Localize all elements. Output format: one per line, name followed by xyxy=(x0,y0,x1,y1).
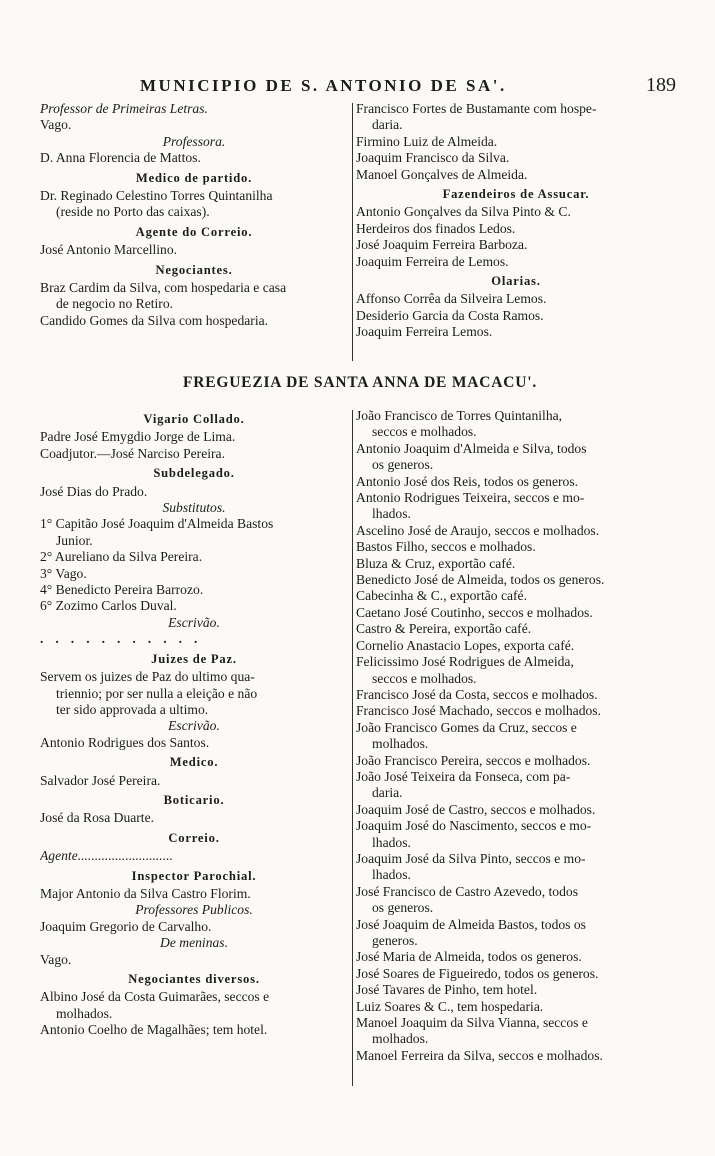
entry-line: 3° Vago. xyxy=(40,565,87,581)
entry-line: Candido Gomes da Silva com hospedaria. xyxy=(40,312,269,328)
entry-line: Herdeiros dos finados Ledos. xyxy=(356,220,516,236)
entry-line: Castro & Pereira, exportão café. xyxy=(356,621,532,637)
entry-continuation: Junior. xyxy=(56,532,93,548)
entry-continuation: (reside no Porto das caixas). xyxy=(56,204,210,220)
entry-line: José Soares de Figueiredo, todos os generos. xyxy=(356,965,599,981)
entry-line: José Dias do Prado. xyxy=(40,483,148,499)
italic-line: Agente............................ xyxy=(40,848,173,864)
section-heading: Negociantes diversos. xyxy=(128,972,260,986)
entry-line: Coadjutor.—José Narciso Pereira. xyxy=(40,445,225,461)
entry-line: Antonio Rodrigues dos Santos. xyxy=(40,734,210,750)
section-heading: Medico. xyxy=(169,755,219,770)
entry-continuation: daria. xyxy=(372,117,403,133)
bottom-right-column xyxy=(356,408,676,1064)
entry-line: José Maria de Almeida, todos os generos. xyxy=(356,949,582,965)
subheading: De meninas. xyxy=(160,935,228,951)
italic-line: Professor de Primeiras Letras. xyxy=(40,101,208,116)
entry-continuation: daria. xyxy=(372,785,403,801)
entry-line: Antonio Rodrigues Teixeira, seccos e mo- xyxy=(356,490,585,506)
entry-line: Desiderio Garcia da Costa Ramos. xyxy=(356,307,544,323)
entry-line: Joaquim José da Silva Pinto, seccos e mo- xyxy=(356,850,586,866)
entry-line: José Francisco de Castro Azevedo, todos xyxy=(356,883,578,899)
entry-line: Benedicto José de Almeida, todos os generos. xyxy=(356,572,605,588)
entry-line: 6° Zozimo Carlos Duval. xyxy=(40,598,177,614)
section-heading: Agente do Correio. xyxy=(135,224,253,239)
entry-line: Joaquim José de Castro, seccos e molhados. xyxy=(356,801,596,817)
column-divider-top xyxy=(352,103,353,361)
entry-line: José Antonio Marcellino. xyxy=(40,242,178,258)
running-title: MUNICIPIO DE S. ANTONIO DE SA'. xyxy=(140,76,507,95)
section-heading: Negociantes. xyxy=(155,262,233,277)
subheading: Escrivão. xyxy=(168,614,220,630)
entry-line: Antonio Gonçalves da Silva Pinto & C. xyxy=(356,204,571,220)
entry-line: 2° Aureliano da Silva Pereira. xyxy=(40,549,203,565)
entry-continuation: lhados. xyxy=(372,834,411,850)
top-right-column xyxy=(356,101,676,341)
entry-continuation: seccos e molhados. xyxy=(372,424,477,440)
entry-continuation: os generos. xyxy=(372,457,434,473)
entry-line: Dr. Reginado Celestino Torres Quintanilha xyxy=(40,188,273,204)
entry-continuation: generos. xyxy=(372,933,418,948)
entry-line: João Francisco Pereira, seccos e molhados. xyxy=(356,752,591,768)
entry-line: Cornelio Anastacio Lopes, exporta café. xyxy=(356,637,575,653)
column-divider-bottom xyxy=(352,410,353,1086)
entry-line: D. Anna Florencia de Mattos. xyxy=(40,150,201,166)
entry-continuation: ter sido approvada a ultimo. xyxy=(56,701,209,717)
entry-line: Vago. xyxy=(40,951,72,967)
entry-line: Francisco José Machado, seccos e molhados. xyxy=(356,703,601,719)
top-left-column xyxy=(40,101,348,329)
section-heading: Vigario Collado. xyxy=(143,412,245,426)
entry-continuation: triennio; por ser nulla a eleição e não xyxy=(56,685,258,701)
entry-line: Bastos Filho, seccos e molhados. xyxy=(356,539,536,555)
entry-line: 4° Benedicto Pereira Barrozo. xyxy=(40,582,204,598)
entry-line: Cabecinha & C., exportão café. xyxy=(356,588,527,604)
section-heading: Correio. xyxy=(168,830,220,845)
entry-line: Manoel Ferreira da Silva, seccos e molhados. xyxy=(356,1047,603,1063)
entry-line: João Francisco Gomes da Cruz, seccos e xyxy=(356,719,577,735)
entry-line: Joaquim José do Nascimento, seccos e mo- xyxy=(356,818,592,834)
entry-line: Salvador José Pereira. xyxy=(40,772,161,788)
entry-line: Ascelino José de Araujo, seccos e molhados. xyxy=(356,522,600,538)
entry-line: João José Teixeira da Fonseca, com pa- xyxy=(356,768,571,784)
section-heading: Boticario. xyxy=(163,792,225,807)
entry-line: Padre José Emygdio Jorge de Lima. xyxy=(40,429,236,445)
entry-line: 1° Capitão José Joaquim d'Almeida Bastos xyxy=(40,516,274,532)
entry-line: Vago. xyxy=(40,117,72,133)
entry-continuation: de negocio no Retiro. xyxy=(56,296,174,312)
entry-line: Felicissimo José Rodrigues de Almeida, xyxy=(356,654,574,670)
entry-line: Antonio Joaquim d'Almeida e Silva, todos xyxy=(356,440,587,456)
entry-line: Servem os juizes de Paz do ultimo qua- xyxy=(40,669,255,685)
entry-line: Manoel Joaquim da Silva Vianna, seccos e xyxy=(356,1015,588,1031)
section-heading: Subdelegado. xyxy=(153,466,235,481)
entry-line: Joaquim Ferreira Lemos. xyxy=(356,324,493,340)
entry-line: Manoel Gonçalves de Almeida. xyxy=(356,166,528,182)
entry-continuation: molhados. xyxy=(56,1005,113,1021)
entry-line: Affonso Corrêa da Silveira Lemos. xyxy=(356,291,547,307)
entry-line: José Joaquim Ferreira Barboza. xyxy=(356,237,528,253)
entry-line: José Tavares de Pinho, tem hotel. xyxy=(356,982,538,998)
section-heading: Inspector Parochial. xyxy=(131,868,257,883)
entry-line: Joaquim Gregorio de Carvalho. xyxy=(40,918,212,934)
entry-line: Francisco José da Costa, seccos e molhados. xyxy=(356,686,598,702)
entry-line: Caetano José Coutinho, seccos e molhados. xyxy=(356,604,593,620)
section-title: FREGUEZIA DE SANTA ANNA DE MACACU'. xyxy=(182,374,538,391)
entry-continuation: lhados. xyxy=(372,867,411,883)
entry-line: Major Antonio da Silva Castro Florim. xyxy=(40,885,251,901)
subheading: Escrivão. xyxy=(168,718,220,734)
bottom-left-column xyxy=(40,408,348,1039)
entry-continuation: molhados. xyxy=(372,1031,429,1047)
ellipsis-line: ........... xyxy=(40,631,210,647)
entry-line: João Francisco de Torres Quintanilha, xyxy=(356,408,563,423)
entry-line: Antonio José dos Reis, todos os generos. xyxy=(356,473,579,489)
entry-line: Firmino Luiz de Almeida. xyxy=(356,133,498,149)
entry-line: Bluza & Cruz, exportão café. xyxy=(356,555,516,571)
page-header xyxy=(40,70,680,100)
entry-continuation: seccos e molhados. xyxy=(372,670,477,686)
entry-continuation: lhados. xyxy=(372,506,411,522)
entry-line: Joaquim Ferreira de Lemos. xyxy=(356,253,509,269)
entry-line: Albino José da Costa Guimarães, seccos e xyxy=(40,989,270,1005)
entry-line: Braz Cardim da Silva, com hospedaria e casa xyxy=(40,280,287,296)
section-heading: Juizes de Paz. xyxy=(151,651,237,666)
section-heading: Olarias. xyxy=(491,274,541,289)
entry-line: Luiz Soares & C., tem hospedaria. xyxy=(356,998,544,1014)
entry-continuation: os generos. xyxy=(372,900,434,916)
page-number: 189 xyxy=(646,74,676,96)
subheading: Professores Publicos. xyxy=(135,902,253,918)
section-heading: Fazendeiros de Assucar. xyxy=(442,187,590,202)
entry-line: Antonio Coelho de Magalhães; tem hotel. xyxy=(40,1022,268,1038)
subheading: Professora. xyxy=(162,133,226,149)
section-heading: Medico de partido. xyxy=(135,170,253,185)
entry-continuation: molhados. xyxy=(372,736,429,752)
subheading: Substitutos. xyxy=(162,500,226,516)
entry-line: Joaquim Francisco da Silva. xyxy=(356,150,510,166)
entry-line: Francisco Fortes de Bustamante com hospe- xyxy=(356,101,597,116)
entry-line: José da Rosa Duarte. xyxy=(40,810,155,826)
entry-line: José Joaquim de Almeida Bastos, todos os xyxy=(356,916,586,932)
